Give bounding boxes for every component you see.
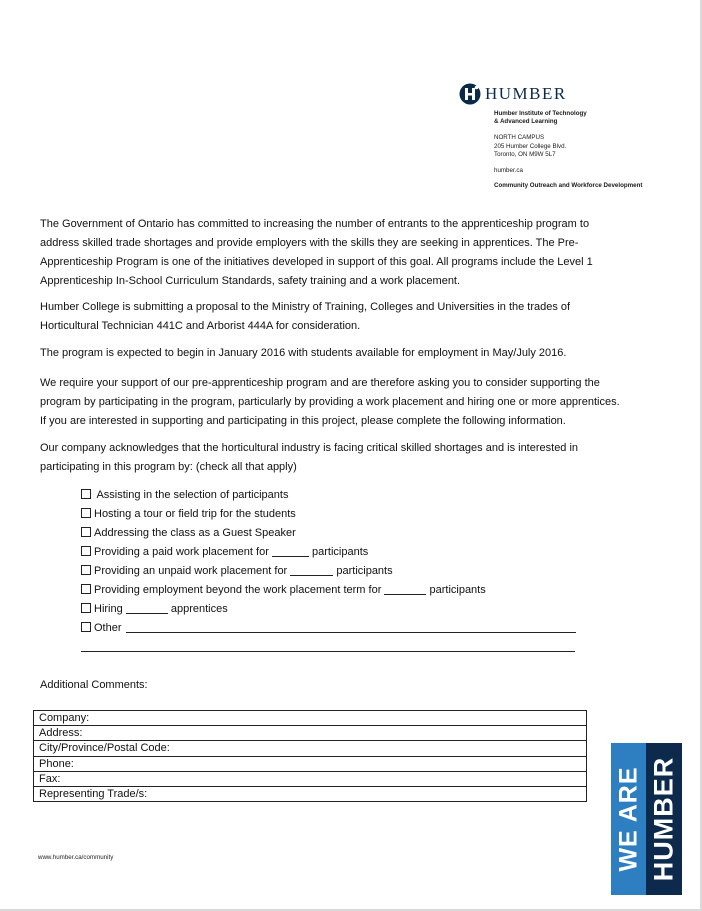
we-are-humber-badge	[611, 743, 682, 895]
field-label: Address:	[39, 727, 83, 740]
paragraph-request	[40, 374, 670, 431]
paragraph-line: Humber College is submitting a proposal to the Ministry of Training, Colleges and Universities in the trades of	[40, 301, 571, 313]
option-label: Hiring	[94, 603, 123, 615]
checkbox[interactable]	[81, 508, 91, 518]
option-label-suffix: apprentices	[170, 603, 228, 615]
checkbox[interactable]	[81, 546, 91, 556]
field-address[interactable]	[34, 726, 586, 741]
field-label: Representing Trade/s:	[39, 787, 148, 800]
paragraph-line: Apprenticeship In-School Curriculum Standards, safety training and a work placement.	[40, 275, 461, 287]
campus-name: NORTH CAMPUS	[494, 134, 545, 141]
option-label: Other	[94, 622, 122, 634]
checkbox[interactable]	[81, 527, 91, 537]
paragraph-line: If you are interested in supporting and participating in this project, please complete the following information.	[40, 415, 566, 427]
paragraph-schedule	[40, 344, 670, 363]
paragraph-line: Horticultural Technician 441C and Arborist 444A for consideration.	[40, 320, 361, 332]
option-unpaid-placement[interactable]	[81, 562, 393, 581]
option-hiring[interactable]	[81, 600, 228, 619]
field-phone[interactable]	[34, 757, 586, 772]
checkbox[interactable]	[81, 565, 91, 575]
option-assisting[interactable]	[81, 486, 288, 505]
badge-light-band	[611, 743, 646, 895]
hiring-count-blank[interactable]	[126, 603, 168, 614]
footer-url: www.humber.ca/community	[38, 854, 114, 861]
option-label-suffix: participants	[336, 565, 393, 577]
paragraph-line: participating in this program by: (check all that apply)	[40, 461, 297, 473]
paragraph-line: program by participating in the program, particularly by providing a work placement and hiring one or more apprentices.	[40, 396, 620, 408]
paragraph-line: We require your support of our pre-apprenticeship program and are therefore asking you to consider supporting the	[40, 377, 600, 389]
option-paid-placement[interactable]	[81, 543, 368, 562]
additional-comments-label: Additional Comments:	[40, 679, 148, 691]
option-label: Addressing the class as a Guest Speaker	[94, 527, 296, 539]
institute-line-1: Humber Institute of Technology	[494, 110, 587, 117]
other-line-1[interactable]	[126, 632, 576, 633]
checkbox[interactable]	[81, 489, 91, 499]
option-other[interactable]	[81, 619, 122, 638]
option-label: Hosting a tour or field trip for the students	[94, 508, 296, 520]
option-label: Providing a paid work placement for	[94, 546, 269, 558]
checkbox[interactable]	[81, 622, 91, 632]
badge-text-we-are: WE ARE	[614, 766, 642, 872]
field-company[interactable]	[34, 711, 586, 726]
humber-h-icon	[459, 83, 481, 105]
field-label: City/Province/Postal Code:	[39, 742, 170, 755]
paragraph-intro	[40, 215, 670, 291]
field-label: Company:	[39, 712, 90, 724]
option-label-suffix: participants	[429, 584, 486, 596]
paragraph-line: Our company acknowledges that the horticultural industry is facing critical skilled shortages and is interested in	[40, 442, 579, 454]
department-name: Community Outreach and Workforce Development	[494, 182, 643, 189]
employment-count-blank[interactable]	[384, 584, 426, 595]
paragraph-acknowledge	[40, 439, 670, 477]
option-label: Providing employment beyond the work placement term for	[94, 584, 382, 596]
option-label: Providing an unpaid work placement for	[94, 565, 288, 577]
contact-table	[33, 710, 587, 802]
brand-wordmark: HUMBER	[485, 84, 567, 103]
badge-dark-band	[646, 743, 682, 895]
field-label: Phone:	[39, 757, 74, 770]
field-fax[interactable]	[34, 772, 586, 787]
website: humber.ca	[494, 167, 523, 174]
option-hosting-tour[interactable]	[81, 505, 296, 524]
paragraph-line: The program is expected to begin in January 2016 with students available for employment in May/July 2016.	[40, 347, 567, 359]
field-trade[interactable]	[34, 787, 586, 802]
paragraph-line: Apprenticeship Program is one of the initiatives developed in support of this goal. All programs include the Level 1	[40, 256, 593, 268]
option-employment[interactable]	[81, 581, 486, 600]
unpaid-count-blank[interactable]	[290, 565, 333, 576]
city-address: Toronto, ON M9W 5L7	[494, 151, 556, 158]
paragraph-proposal	[40, 298, 670, 336]
field-label: Fax:	[39, 772, 61, 785]
humber-logo	[459, 80, 567, 108]
paragraph-line: address skilled trade shortages and provide employers with the skills they are seeking in apprentices. The Pre-	[40, 237, 579, 249]
other-line-2[interactable]	[81, 651, 575, 652]
option-label: Assisting in the selection of participants	[96, 489, 289, 501]
street-address: 205 Humber College Blvd.	[494, 143, 567, 150]
paid-count-blank[interactable]	[272, 546, 309, 557]
badge-text-humber: HUMBER	[648, 756, 679, 882]
paragraph-line: The Government of Ontario has committed to increasing the number of entrants to the apprenticeship program to	[40, 218, 590, 230]
institute-line-2: & Advanced Learning	[494, 118, 558, 125]
checkbox[interactable]	[81, 603, 91, 613]
option-guest-speaker[interactable]	[81, 524, 296, 543]
checkbox[interactable]	[81, 584, 91, 594]
option-label-suffix: participants	[312, 546, 369, 558]
field-city-province-postal[interactable]	[34, 741, 586, 756]
